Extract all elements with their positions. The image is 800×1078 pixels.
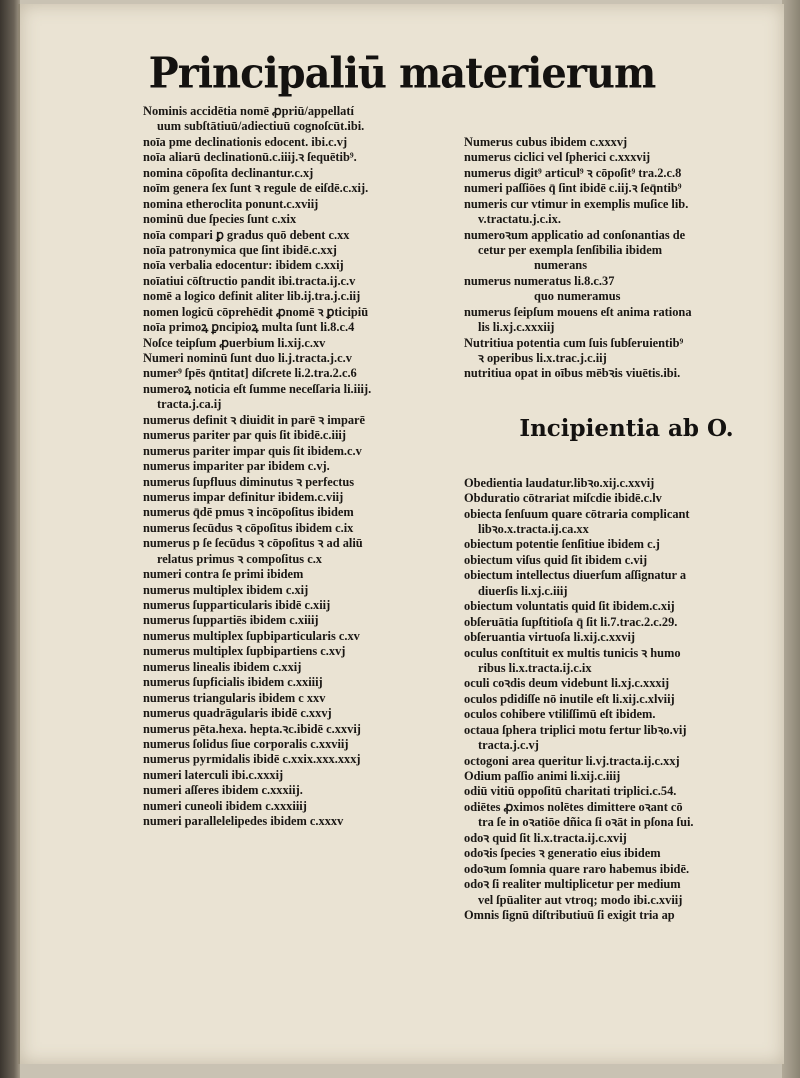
index-entry: numeroꝛum applicatio ad conſonantias de <box>464 227 686 242</box>
index-entry: numeri cuneoli ibidem c.xxxiiij <box>143 798 307 813</box>
index-entry: numerus linealis ibidem c.xxij <box>143 659 302 674</box>
index-entry: Numerus cubus ibidem c.xxxvj <box>464 134 628 149</box>
index-entry: Obduratio cōtrariat miſcdie ibidē.c.lv <box>464 491 662 506</box>
index-entry: noīa aliarū declinationū.c.iiij.ꝛ ſequētib⁹. <box>143 150 357 165</box>
index-entry: tracta.j.ca.ij <box>157 397 222 412</box>
index-entry: numerus ſeipſum mouens eſt anima rationa <box>464 304 692 319</box>
index-entry: noīa primoꝝ ꝑncipioꝝ multa ſunt li.8.c.4 <box>143 320 355 335</box>
index-entry: numerus pyrmidalis ibidē c.xxix.xxx.xxxj <box>143 752 361 767</box>
index-entry: numerus ſupficialis ibidem c.xxiiij <box>143 675 323 690</box>
index-entry: numeri laterculi ibi.c.xxxij <box>143 767 284 782</box>
index-entry: Nominis accidētia nomē ꝓpriū/appellatí <box>143 104 354 118</box>
index-entry: numerus multiplex ibidem c.xij <box>143 582 309 597</box>
index-entry: nomē a logico definit aliter lib.ij.tra.j.c.iij <box>143 289 361 304</box>
index-entry: obiectum potentie ſenſitiue ibidem c.j <box>464 537 660 552</box>
index-entry: numerus ciclici vel ſpherici c.xxxvij <box>464 150 651 165</box>
index-entry: v.tractatu.j.c.ix. <box>478 212 561 227</box>
index-entry: odiētes ꝓximos nolētes dimittere oꝛant cō <box>464 799 683 814</box>
index-entry: odoꝛis ſpecies ꝛ generatio eius ibidem <box>464 846 661 861</box>
page-title: Principaliū materierum <box>148 48 656 99</box>
right-index-top <box>464 135 789 382</box>
index-entry: numeri contra ſe primi ibidem <box>143 567 304 582</box>
index-entry: ribus li.x.tracta.ij.c.ix <box>478 660 592 675</box>
binding-shadow <box>0 0 20 1078</box>
right-index-bottom <box>464 476 789 924</box>
index-entry: numerus q̄dē pmus ꝛ incōpoſitus ibidem <box>143 505 354 520</box>
index-entry: nomina etheroclita ponunt.c.xviij <box>143 196 319 211</box>
index-entry: noīm genera ſex ſunt ꝛ regule de eiſdē.c.xij. <box>143 181 369 196</box>
index-entry: nutritiua opat in oībus mēbꝛis viuētis.ibi. <box>464 366 681 381</box>
index-entry: odoꝛ quid ſit li.x.tracta.ij.c.xvij <box>464 830 627 845</box>
index-entry: noīa pme declinationis edocent. ibi.c.vj <box>143 134 348 149</box>
index-entry: numerus p ſe ſecūdus ꝛ cōpoſitus ꝛ ad aliū <box>143 536 363 551</box>
index-entry: numeroꝝ noticia eſt ſumme neceſſaria li.iiij. <box>143 381 372 396</box>
index-entry: numerus definit ꝛ diuidit in parē ꝛ imparē <box>143 412 366 427</box>
index-entry: Numeri nominū ſunt duo li.j.tracta.j.c.v <box>143 351 352 365</box>
index-entry: numerus numeratus li.8.c.37 <box>464 273 615 288</box>
index-entry: nominū due ſpecies ſunt c.xix <box>143 212 297 227</box>
index-entry: numerus triangularis ibidem c xxv <box>143 690 326 705</box>
index-entry: numerus ſuppartiēs ibidem c.xiiij <box>143 613 319 628</box>
index-entry: obiectum intellectus diuerſum aſſignatur a <box>464 568 687 583</box>
index-entry: numerus pēta.hexa. hepta.ꝛc.ibidē c.xxvij <box>143 721 361 736</box>
index-entry: odoꝛum ſomnia quare raro habemus ibidē. <box>464 861 690 876</box>
index-entry: Noſce teipſum ꝓuerbium li.xij.c.xv <box>143 335 326 350</box>
index-entry: octaua ſphera triplici motu fertur libꝛo.vij <box>464 722 687 737</box>
index-entry: numerans <box>534 258 588 273</box>
index-entry: oculos pdidiſſe nō inutile eſt li.xij.c.xlviij <box>464 691 675 706</box>
index-entry: cetur per exempla ſenſibilia ibidem <box>478 242 663 257</box>
index-entry: numeri parallelelipedes ibidem c.xxxv <box>143 814 344 829</box>
index-entry: obiectum viſus quid ſit ibidem c.vij <box>464 552 648 567</box>
index-entry: libꝛo.x.tracta.ij.ca.xx <box>478 522 589 537</box>
index-entry: numerus impar definitur ibidem.c.viij <box>143 489 344 504</box>
section-heading: Incipientia ab O. <box>519 414 734 442</box>
index-entry: numerus ſupfluus diminutus ꝛ perfectus <box>143 474 355 489</box>
index-entry: quo numeramus <box>534 289 621 304</box>
index-entry: lis li.xj.c.xxxiij <box>478 320 555 335</box>
index-entry: nomen logicū cōprehēdit ꝓnomē ꝛ ꝑticipiū <box>143 304 369 319</box>
index-entry: numerus ſolidus ſiue corporalis c.xxviij <box>143 736 349 751</box>
index-entry: numerus ſupparticularis ibidē c.xiij <box>143 598 331 612</box>
index-entry: obſeruantia virtuoſa li.xij.c.xxvij <box>464 630 636 645</box>
index-entry: noīa compari ꝑ gradus quō debent c.xx <box>143 227 350 242</box>
index-entry: Omnis ſignū diſtributiuū ſi exigit tria ap <box>464 907 675 922</box>
index-entry: noīatiui cōſtructio pandit ibi.tracta.ij.c.v <box>143 273 356 288</box>
index-entry: obiectum voluntatis quid ſit ibidem.c.xij <box>464 599 675 614</box>
index-entry: ꝛ operibus li.x.trac.j.c.iij <box>478 351 607 366</box>
index-entry: numerus impariter par ibidem c.vj. <box>143 459 330 474</box>
index-entry: odoꝛ ſi realiter multiplicetur per medium <box>464 877 681 892</box>
index-entry: oculos cohibere vtiliſſimū eſt ibidem. <box>464 707 656 722</box>
index-entry: uum subſtātiuū/adiectiuū cognoſcūt.ibi. <box>157 119 365 134</box>
index-entry: diuerſis li.xj.c.iiij <box>478 583 568 598</box>
index-entry: numerus digit⁹ articul⁹ ꝛ cōpoſit⁹ tra.2.c.8 <box>464 165 682 180</box>
index-entry: odiū vitiū oppoſitū charitati triplici.c.54. <box>464 784 677 799</box>
index-entry: numerus multiplex ſupbipartiens c.xvj <box>143 644 346 659</box>
index-entry: numerus multiplex ſupbiparticularis c.xv <box>143 628 360 643</box>
index-entry: numeri paſſiōes q̄ ſint ibidē c.iij.ꝛ ſeq̄ntib⁹ <box>464 181 682 196</box>
index-entry: vel ſpūaliter aut vtroq; modo ibi.c.xviij <box>478 892 683 907</box>
index-entry: tra ſe in oꝛatiōe dñica ſi oꝛāt in pſona ſui. <box>478 815 694 830</box>
index-entry: numerus pariter impar quis ſit ibidem.c.v <box>143 443 362 458</box>
right-index-column <box>464 104 789 954</box>
index-entry: numerus pariter par quis ſit ibidē.c.iiij <box>143 428 346 443</box>
index-entry: octogoni area queritur li.vj.tracta.ij.c.xxj <box>464 753 680 768</box>
index-entry: oculus conſtituit ex multis tunicis ꝛ humo <box>464 645 681 660</box>
book-page <box>18 4 784 1064</box>
index-entry: nomina cōpoſita declinantur.c.xj <box>143 165 314 180</box>
index-entry: Nutritiua potentia cum ſuis ſubſeruientib⁹ <box>464 335 684 350</box>
index-entry: numerus ſecūdus ꝛ cōpoſitus ibidem c.ix <box>143 520 354 535</box>
index-entry: tracta.j.c.vj <box>478 738 539 753</box>
index-entry: obiecta ſenſuum quare cōtraria complicant <box>464 506 690 521</box>
index-entry: relatus primus ꝛ compoſitus c.x <box>157 551 323 566</box>
index-entry: oculi coꝛdis deum videbunt li.xj.c.xxxij <box>464 676 670 691</box>
index-entry: obſeruātia ſupſtitioſa q̄ ſit li.7.trac.2.c.29. <box>464 614 678 629</box>
index-entry: noīa patronymica que ſint ibidē.c.xxj <box>143 242 337 257</box>
left-index-column <box>143 104 473 830</box>
index-entry: Obedientia laudatur.libꝛo.xij.c.xxvij <box>464 475 655 490</box>
index-entry: numerus quadrāgularis ibidē c.xxvj <box>143 706 332 721</box>
index-entry: numer⁹ ſpēs q̄ntitat] diſcrete li.2.tra.2.c.6 <box>143 366 357 381</box>
index-entry: Odium paſſio animi li.xij.c.iiij <box>464 769 621 784</box>
index-entry: numeri aſſeres ibidem c.xxxiij. <box>143 783 303 798</box>
index-entry: noīa verbalia edocentur: ibidem c.xxij <box>143 258 344 273</box>
index-entry: numeris cur vtimur in exemplis muſice lib. <box>464 196 689 211</box>
